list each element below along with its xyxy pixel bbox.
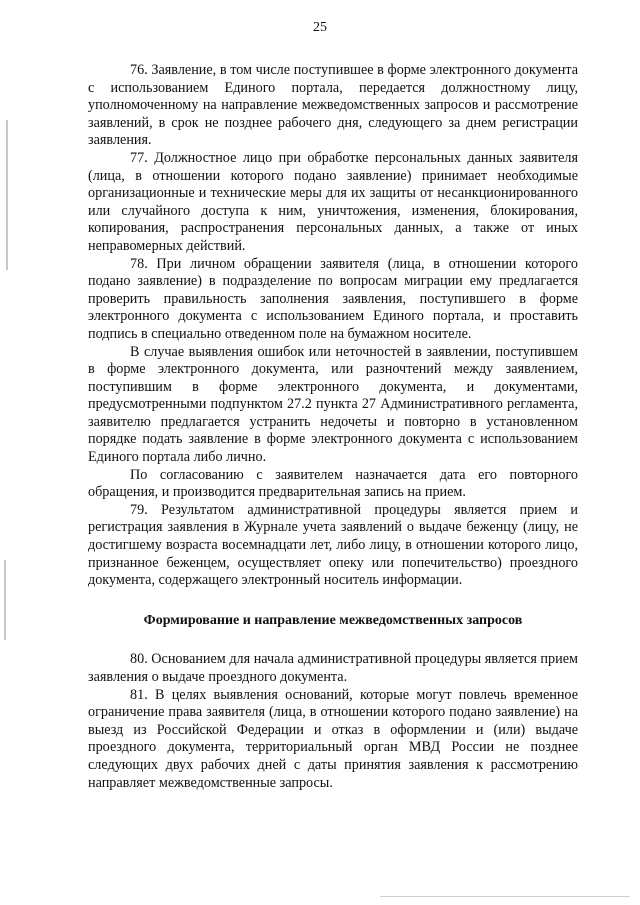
- paragraph-76: 76. Заявление, в том числе поступившее в форме электронного документа с использованием Единого портала, передается должностному лицу, уполномоченному на направление межведомственных запросов и рассмотрение заявлений, в срок не позднее рабочего дня, следующего за днем регистрации заявления.: [88, 62, 578, 149]
- paragraph-78: 78. При личном обращении заявителя (лица, в отношении которого подано заявление) в подразделение по вопросам миграции ему предлагается проверить правильность заполнения заявления, поступившего в форме электронного документа с использованием Единого портала, и проставить подпись в специально отведенном поле на бумажном носителе.: [88, 255, 578, 342]
- paragraph-78-errors: В случае выявления ошибок или неточностей в заявлении, поступившем в форме электронного документа, или разночтений между заявлением, поступившим в форме электронного документа, и документами, предусмотренными подпунктом 27.2 пункта 27 Административного регламента, заявителю предлагается устранить недочеты и повторно в установленном порядке подать заявление в форме электронного документа с использованием Единого портала либо лично.: [88, 343, 578, 466]
- paragraph-81: 81. В целях выявления оснований, которые могут повлечь временное ограничение права заявителя (лица, в отношении которого подано заявление) на выезд из Российской Федерации и отказ в оформлении и (или) выдаче проездного документа, территориальный орган МВД России не позднее следующих двух рабочих дней с даты принятия заявления к рассмотрению направляет межведомственные запросы.: [88, 686, 578, 791]
- bottom-scan-edge: [380, 896, 630, 897]
- section-heading: Формирование и направление межведомственных запросов: [143, 612, 523, 628]
- paragraph-77: 77. Должностное лицо при обработке персональных данных заявителя (лица, в отношении которого подано заявление) принимает необходимые организационные и технические меры для их защиты от несанкционированного или случайного доступа к ним, уничтожения, изменения, блокирования, копирования, распространения персональных данных, а также от иных неправомерных действий.: [88, 149, 578, 254]
- body-text: [88, 62, 578, 792]
- left-scan-edge: [6, 120, 8, 270]
- paragraph-79: 79. Результатом административной процедуры является прием и регистрация заявления в Журнале учета заявлений о выдаче беженцу (лицу, не достигшему возраста восемнадцати лет, либо лицу, в отношении которого лицо, признанное беженцем, осуществляет опеку или попечительство) проездного документа, содержащего электронный носитель информации.: [88, 501, 578, 589]
- paragraph-78-reappointment: По согласованию с заявителем назначается дата его повторного обращения, и производится предварительная запись на прием.: [88, 466, 578, 501]
- page-number: 25: [313, 20, 327, 35]
- left-scan-edge-lower: [4, 560, 6, 640]
- paragraph-80: 80. Основанием для начала административной процедуры является прием заявления о выдаче проездного документа.: [88, 651, 578, 685]
